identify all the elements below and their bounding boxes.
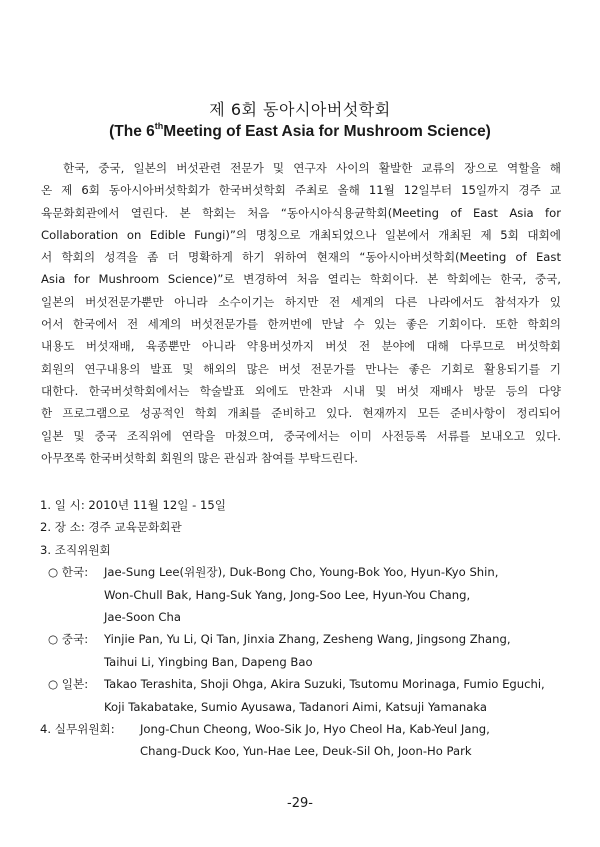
committee-korea-label: ○ 한국:	[48, 565, 89, 580]
committee-china-label: ○ 중국:	[48, 632, 89, 647]
body-line: 대한다. 한국버섯학회에서는 학술발표 외에도 만찬과 시내 및 버섯 재배사 방문 등의 다양	[41, 383, 561, 398]
body-line: 아무쪼록 한국버섯학회 회원의 많은 관심과 참여를 부탁드린다.	[41, 450, 358, 465]
committee-japan	[40, 673, 570, 718]
name-line: Jae-Sung Lee(위원장), Duk-Bong Cho, Young-Bok Yoo, Hyun-Kyo Shin,	[104, 565, 499, 580]
event-venue: 2. 장 소: 경주 교육문화회관	[40, 520, 182, 535]
event-date: 1. 일 시: 2010년 11월 12일 - 15일	[40, 498, 226, 512]
committee-korea-names	[104, 561, 498, 628]
body-line: 육문화회관에서 열린다. 본 학회는 처음 “동아시아식용균학회(Meeting of East Asia for	[41, 205, 561, 220]
body-line: 일본의 버섯전문가뿐만 아니라 소수이기는 하지만 전 세계의 다른 나라에서도 참석자가 있	[41, 294, 561, 309]
body-line: 한 프로그램으로 성공적인 학회 개최를 준비하고 있다. 현재까지 모든 준비사항이 정리되어	[41, 406, 561, 421]
name-line: Yinjie Pan, Yu Li, Qi Tan, Jinxia Zhang, Zesheng Wang, Jingsong Zhang,	[104, 632, 511, 647]
name-line: Chang-Duck Koo, Yun-Hae Lee, Deuk-Sil Oh, Joon-Ho Park	[140, 744, 472, 759]
body-line: 한국, 중국, 일본의 버섯관련 전문가 및 연구자 사이의 활발한 교류의 장으로 역할을 해	[63, 161, 561, 175]
committee-china-names	[104, 628, 511, 673]
body-line: 내용도 버섯재배, 육종뿐만 아니라 약용버섯까지 버섯 전 분야에 대해 다루므로 버섯학회	[41, 339, 561, 354]
subtitle-ordinal: th	[154, 121, 164, 131]
working-committee-label: 4. 실무위원회:	[40, 721, 115, 736]
name-line: Taihui Li, Yingbing Ban, Dapeng Bao	[104, 654, 313, 669]
body-line: Collaboration on Edible Fungi)”의 명칭으로 개최되었으나 일본에서 개최된 제 5회 대회에	[41, 227, 561, 242]
subtitle-rest: Meeting of East Asia for Mushroom Science)	[163, 123, 491, 140]
name-line: Koji Takabatake, Sumio Ayusawa, Tadanori Aimi, Katsuji Yamanaka	[104, 699, 488, 714]
body-line: 회원의 연구내용의 발표 및 해외의 많은 버섯 전문가를 만나는 좋은 기회로 활용되기를 기	[41, 361, 561, 376]
committee-japan-label: ○ 일본:	[48, 677, 89, 692]
body-line: 일본 및 중국 조직위에 연락을 마쳤으며, 중국에서는 이미 사전등록 서류를 보내오고 있다.	[41, 428, 561, 443]
committee-heading: 3. 조직위원회	[40, 542, 111, 557]
page-subtitle	[0, 121, 600, 141]
name-line: Takao Terashita, Shoji Ohga, Akira Suzuki, Tsutomu Morinaga, Fumio Eguchi,	[104, 677, 545, 692]
committee-china	[40, 628, 570, 673]
event-info	[40, 494, 570, 763]
subtitle-open: (The 6	[109, 123, 155, 140]
body-line: Asia for Mushroom Science)”로 변경하여 처음 열리는 학회이다. 본 학회에는 한국, 중국,	[41, 272, 561, 287]
page-number: -29-	[287, 796, 313, 811]
body-paragraph	[41, 157, 561, 469]
committee-korea	[40, 561, 570, 628]
body-line: 어서 한국에서 전 세계의 버섯전문가를 한꺼번에 만날 수 있는 좋은 기회이다. 또한 학회의	[41, 317, 561, 332]
name-line: Won-Chull Bak, Hang-Suk Yang, Jong-Soo Lee, Hyun-You Chang,	[104, 587, 471, 602]
name-line: Jae-Soon Cha	[104, 609, 181, 624]
page-title: 제 6회 동아시아버섯학회	[209, 100, 391, 119]
name-line: Jong-Chun Cheong, Woo-Sik Jo, Hyo Cheol Ha, Kab-Yeul Jang,	[140, 721, 490, 736]
body-line: 서 학회의 성격을 좀 더 명확하게 하기 위하여 현재의 “동아시아버섯학회(Meeting of East	[41, 250, 561, 265]
committee-japan-names	[104, 673, 545, 718]
body-line: 온 제 6회 동아시아버섯학회가 한국버섯학회 주최로 올해 11월 12일부터 15일까지 경주 교	[41, 183, 561, 198]
working-committee	[40, 718, 570, 763]
working-committee-names	[140, 718, 490, 763]
